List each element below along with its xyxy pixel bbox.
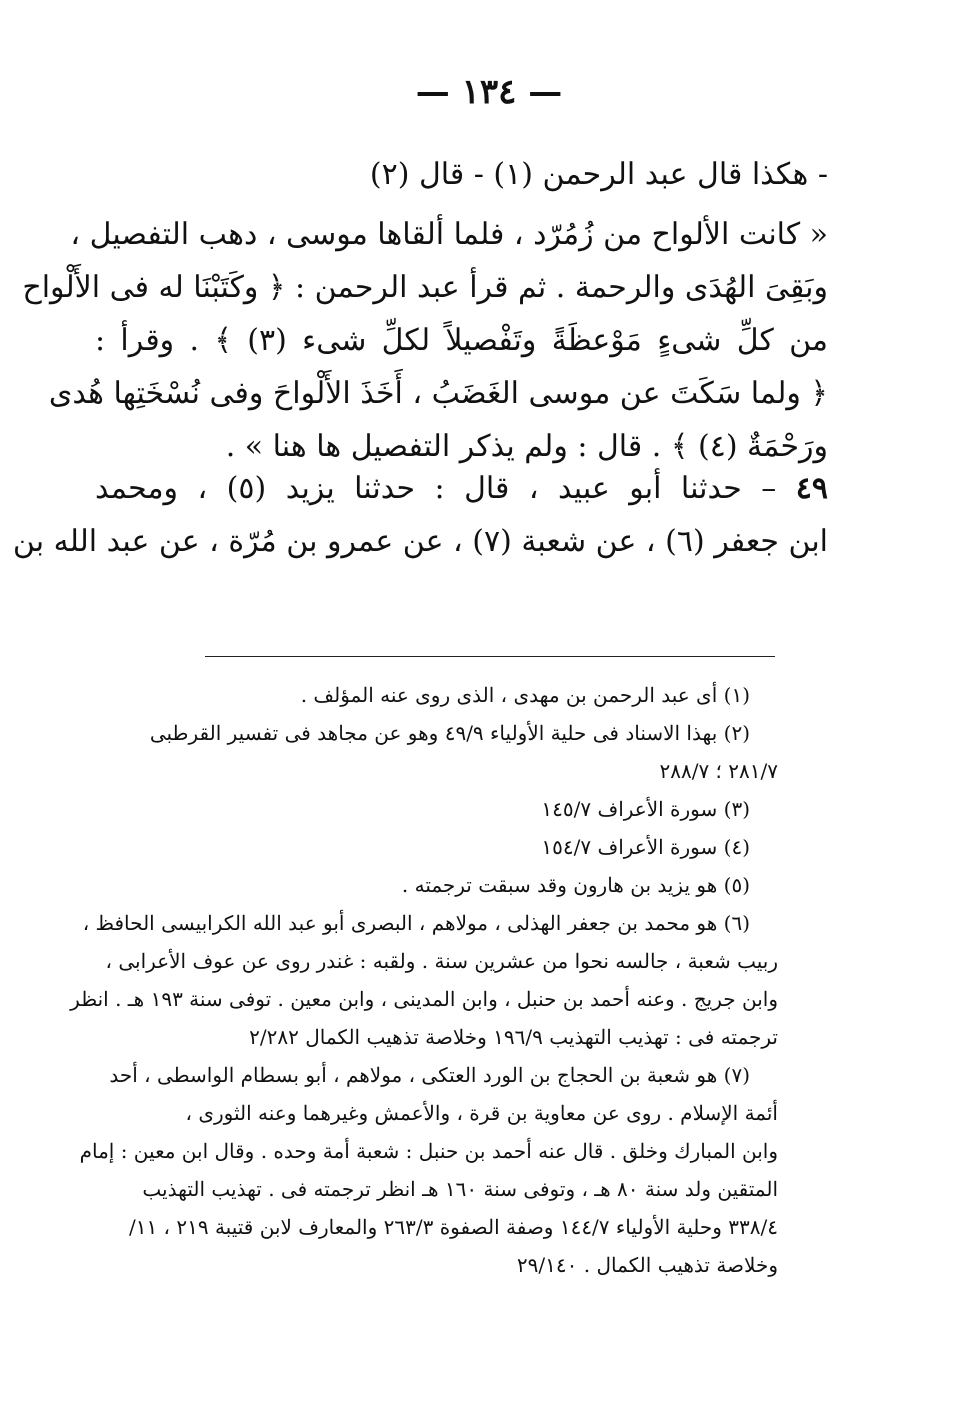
footnote-7-cont: أئمة الإسلام . روى عن معاوية بن قرة ، والأعمش وغيرهما وعنه الثورى ، (185, 1101, 778, 1125)
footnote-4: (٤) سورة الأعراف ١٥٤/٧ (541, 835, 750, 859)
page-number: — ١٣٤ — (415, 72, 563, 112)
hadith-line-text: – حدثنا أبو عبيد ، قال : حدثنا يزيد (٥) ، ومحمد (95, 471, 777, 506)
intro-line: - هكذا قال عبد الرحمن (١) - قال (٢) (369, 157, 828, 192)
hadith-paragraph (12, 462, 828, 568)
quote-line: ورَحْمَةٌ (٤) ﴾ . قال : ولم يذكر التفصيل ها هنا » . (225, 429, 828, 464)
footnote-1: (١) أى عبد الرحمن بن مهدى ، الذى روى عنه المؤلف . (300, 683, 750, 707)
footnote-6-cont: ترجمته فى : تهذيب التهذيب ١٩٦/٩ وخلاصة تذهيب الكمال ٢/٢٨٢ (249, 1025, 778, 1049)
hadith-number: ٤٩ (795, 471, 828, 506)
hadith-line: ابن جعفر (٦) ، عن شعبة (٧) ، عن عمرو بن مُرّة ، عن عبد الله بن (12, 524, 828, 559)
footnote-6: (٦) هو محمد بن جعفر الهذلى ، مولاهم ، البصرى أبو عبد الله الكرابيسى الحافظ ، (82, 911, 750, 935)
quote-paragraph (22, 208, 828, 473)
footnote-7-cont: وخلاصة تذهيب الكمال . ٢٩/١٤٠ (516, 1253, 778, 1277)
footnote-separator (205, 656, 775, 657)
intro-text (95, 148, 828, 201)
footnote-2-cont: ٢٨١/٧ ؛ ٢٨٨/٧ (659, 759, 778, 783)
footnote-5: (٥) هو يزيد بن هارون وقد سبقت ترجمته . (401, 873, 750, 897)
quote-line: من كلِّ شىءٍ مَوْعظَةً وتَفْصيلاً لكلِّ شىء (٣) ﴾ . وقرأ : (95, 323, 828, 358)
footnote-6-cont: ربيب شعبة ، جالسه نحوا من عشرين سنة . ولقبه : غندر روى عن عوف الأعرابى ، (105, 949, 778, 973)
footnote-7-cont: وابن المبارك وخلق . قال عنه أحمد بن حنبل : شعبة أمة وحده . وقال ابن معين : إمام (79, 1139, 778, 1163)
footnotes (70, 676, 778, 1284)
quote-line: وبَقِىَ الهُدَى والرحمة . ثم قرأ عبد الرحمن : ﴿ وكَتَبْنَا له فى الأَلْواح (22, 270, 828, 305)
quote-line: ﴿ ولما سَكَتَ عن موسى الغَضَبُ ، أَخَذَ الأَلْواحَ وفى نُسْخَتِها هُدى (48, 376, 828, 411)
hadith-line (95, 462, 828, 515)
quote-line: « كانت الألواح من زُمُرّد ، فلما ألقاها موسى ، دهب التفصيل ، (70, 217, 828, 252)
footnote-7: (٧) هو شعبة بن الحجاج بن الورد العتكى ، مولاهم ، أبو بسطام الواسطى ، أحد (109, 1063, 750, 1087)
footnote-2: (٢) بهذا الاسناد فى حلية الأولياء ٤٩/٩ وهو عن مجاهد فى تفسير القرطبى (149, 721, 750, 745)
footnote-7-cont: ٣٣٨/٤ وحلية الأولياء ١٤٤/٧ وصفة الصفوة ٢٦٣/٣ والمعارف لابن قتيبة ٢١٩ ، ١١/ (128, 1215, 778, 1239)
footnote-3: (٣) سورة الأعراف ١٤٥/٧ (541, 797, 750, 821)
footnote-6-cont: وابن جريج . وعنه أحمد بن حنبل ، وابن المدينى ، وابن معين . توفى سنة ١٩٣ هـ . انظر (70, 987, 778, 1011)
footnote-7-cont: المتقين ولد سنة ٨٠ هـ ، وتوفى سنة ١٦٠ هـ انظر ترجمته فى . تهذيب التهذيب (142, 1177, 778, 1201)
